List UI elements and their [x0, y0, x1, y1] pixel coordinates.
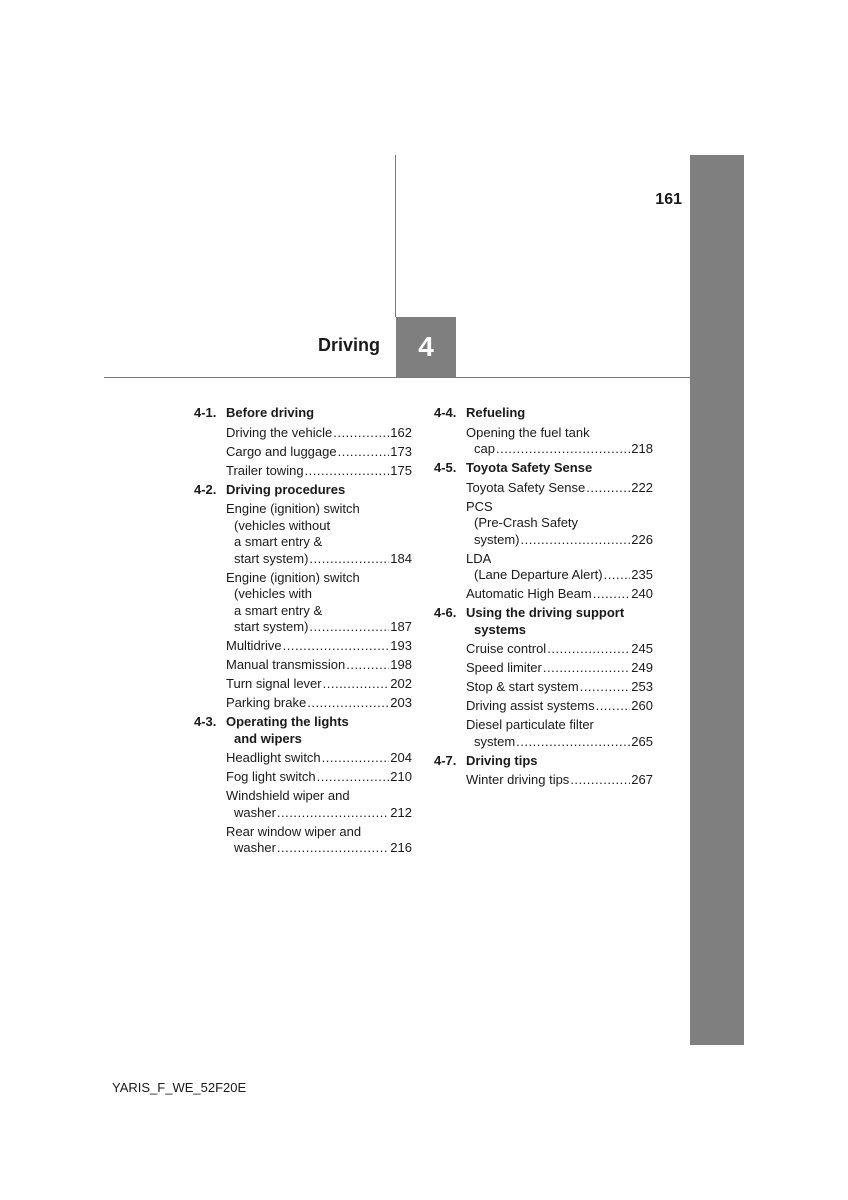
toc-column-right	[434, 405, 653, 791]
toc-page-number: 222	[631, 479, 653, 495]
dot-leader	[338, 444, 390, 461]
dot-leader	[516, 734, 630, 751]
toc-entry-line: (Pre-Crash Safety	[474, 515, 579, 530]
dot-leader	[323, 676, 390, 693]
dot-leader	[596, 698, 631, 715]
toc-section-heading	[434, 753, 653, 770]
section-title-line: Driving procedures	[226, 481, 346, 497]
toc-entry-last-line	[466, 480, 653, 497]
toc-entry[interactable]	[466, 717, 653, 750]
section-title-line: Driving tips	[466, 752, 538, 768]
toc-entry-line: Windshield wiper and	[226, 788, 350, 803]
toc-entry-text: system)	[474, 531, 520, 547]
toc-entry-line: PCS	[466, 498, 493, 514]
toc-entry-last-line	[226, 695, 412, 712]
toc-column-left	[194, 405, 412, 859]
chapter-title: Driving	[317, 335, 380, 355]
toc-entry-last-line	[226, 619, 412, 636]
toc-entry[interactable]	[226, 750, 412, 767]
toc-section-heading	[194, 482, 412, 499]
dot-leader	[305, 463, 390, 480]
toc-entry-last-line	[466, 532, 653, 549]
toc-entry-line: a smart entry &	[234, 534, 323, 549]
toc-entry-text: Toyota Safety Sense	[466, 479, 586, 495]
toc-entry[interactable]	[466, 660, 653, 677]
toc-entry-line: Engine (ignition) switch	[226, 501, 360, 516]
toc-page-number: 245	[631, 641, 653, 656]
toc-entry-text: cap	[474, 441, 495, 456]
toc-entry-last-line	[226, 840, 412, 857]
dot-leader	[543, 660, 630, 677]
toc-entry[interactable]	[466, 425, 653, 458]
toc-entry[interactable]	[466, 641, 653, 658]
section-title-line: Before driving	[226, 405, 315, 420]
toc-entry[interactable]	[226, 463, 412, 480]
dot-leader	[307, 695, 389, 712]
section-title-line: Using the driving support	[466, 605, 625, 620]
toc-entry-last-line	[226, 425, 412, 442]
toc-entry-last-line	[226, 638, 412, 655]
dot-leader	[277, 805, 389, 822]
chapter-number-box	[396, 317, 456, 377]
section-title	[466, 460, 653, 477]
dot-leader	[317, 769, 390, 786]
section-title-line: Refueling	[466, 405, 526, 420]
toc-page-number: 218	[631, 441, 653, 456]
toc-entry-last-line	[226, 551, 412, 568]
toc-page-number: 162	[390, 424, 412, 440]
toc-entry[interactable]	[226, 444, 412, 461]
section-number: 4-6.	[434, 605, 457, 620]
toc-entry[interactable]	[466, 480, 653, 497]
dot-leader	[322, 750, 390, 767]
toc-entry-line: LDA	[466, 550, 492, 566]
toc-section-heading	[194, 405, 412, 422]
toc-page-number: 216	[390, 840, 412, 855]
toc-page-number: 203	[390, 695, 412, 710]
toc-entry-text: Fog light switch	[226, 769, 316, 784]
section-number: 4-1.	[194, 405, 217, 420]
toc-entry-text: Automatic High Beam	[466, 586, 592, 601]
toc-entry-text: Multidrive	[226, 638, 282, 653]
toc-page-number: 198	[390, 657, 412, 672]
toc-entry-last-line	[466, 660, 653, 677]
toc-entry-last-line	[466, 641, 653, 658]
toc-entry-text: Winter driving tips	[466, 772, 570, 787]
section-title	[226, 714, 412, 747]
toc-entry[interactable]	[466, 698, 653, 715]
toc-entry-last-line	[226, 676, 412, 693]
section-number: 4-3.	[194, 714, 217, 729]
toc-page-number: 173	[390, 443, 412, 459]
dot-leader	[593, 586, 631, 603]
section-title	[466, 753, 653, 770]
section-title-line: systems	[474, 621, 527, 637]
toc-section-heading	[434, 405, 653, 422]
toc-entry-last-line	[466, 698, 653, 715]
dot-leader	[586, 480, 630, 497]
section-number: 4-5.	[434, 460, 457, 475]
toc-page-number: 267	[631, 772, 653, 787]
toc-entry-text: Manual transmission	[226, 657, 346, 672]
toc-page-number: 184	[390, 550, 412, 566]
toc-entry-line: Opening the fuel tank	[466, 424, 590, 440]
toc-entry[interactable]	[226, 638, 412, 655]
toc-entry-text: washer	[234, 804, 276, 820]
toc-entry-text: Speed limiter	[466, 660, 542, 675]
section-title-line: and wipers	[234, 730, 302, 746]
toc-page-number: 187	[390, 619, 412, 634]
vertical-rule	[395, 155, 396, 317]
dot-leader	[496, 441, 630, 458]
toc-entry[interactable]	[466, 679, 653, 696]
toc-entry-text: Trailer towing	[226, 462, 304, 478]
toc-entry-last-line	[226, 444, 412, 461]
dot-leader	[580, 679, 631, 696]
horizontal-rule	[104, 377, 690, 378]
page-number: 161	[655, 191, 682, 208]
section-title-line: Operating the lights	[226, 714, 349, 729]
toc-entry-last-line	[226, 769, 412, 786]
toc-entry-line: Diesel particulate filter	[466, 717, 594, 732]
toc-page-number: 212	[390, 804, 412, 820]
toc-entry-last-line	[226, 750, 412, 767]
toc-entry-line: Engine (ignition) switch	[226, 569, 360, 585]
toc-page-number: 240	[631, 586, 653, 601]
section-title	[226, 482, 412, 499]
toc-page-number: 249	[631, 660, 653, 675]
toc-page-number: 265	[631, 733, 653, 749]
toc-entry-text: start system)	[234, 619, 309, 634]
toc-entry-last-line	[466, 441, 653, 458]
toc-entry[interactable]	[226, 695, 412, 712]
toc-entry[interactable]	[226, 788, 412, 821]
toc-entry[interactable]	[226, 657, 412, 674]
toc-entry-text: Driving the vehicle	[226, 424, 333, 440]
toc-page-number: 193	[390, 638, 412, 653]
toc-page-number: 175	[390, 462, 412, 478]
toc-entry[interactable]	[466, 551, 653, 584]
toc-entry-text: system	[474, 733, 516, 749]
toc-page-number: 253	[631, 679, 653, 694]
toc-entry-line: (vehicles with	[234, 586, 313, 601]
dot-leader	[547, 641, 630, 658]
toc-page-number: 260	[631, 698, 653, 713]
toc-entry[interactable]	[226, 501, 412, 567]
toc-entry-line: (vehicles without	[234, 517, 331, 533]
chapter-side-tab	[690, 155, 744, 1045]
dot-leader	[346, 657, 389, 674]
toc-entry[interactable]	[226, 769, 412, 786]
toc-page-number: 204	[390, 750, 412, 765]
toc-page-number: 235	[631, 567, 653, 582]
toc-entry[interactable]	[226, 824, 412, 857]
toc-entry-last-line	[226, 805, 412, 822]
dot-leader	[277, 840, 389, 857]
toc-entry-line: a smart entry &	[234, 602, 323, 618]
dot-leader	[309, 551, 389, 568]
toc-page-number: 202	[390, 676, 412, 691]
toc-entry-text: Headlight switch	[226, 750, 321, 765]
section-number: 4-7.	[434, 752, 457, 768]
toc-entry-last-line	[226, 463, 412, 480]
toc-section-heading	[434, 460, 653, 477]
toc-entry[interactable]	[226, 676, 412, 693]
dot-leader	[283, 638, 390, 655]
toc-entry-last-line	[466, 734, 653, 751]
toc-entry[interactable]	[226, 425, 412, 442]
dot-leader	[521, 532, 631, 549]
section-title	[466, 405, 653, 422]
toc-entry-text: Cargo and luggage	[226, 443, 337, 459]
toc-entry[interactable]	[466, 586, 653, 603]
toc-entry-text: Turn signal lever	[226, 676, 322, 691]
toc-entry-last-line	[466, 567, 653, 584]
toc-entry-line: Rear window wiper and	[226, 823, 362, 839]
section-title-line: Toyota Safety Sense	[466, 460, 593, 475]
toc-entry-last-line	[466, 772, 653, 789]
toc-entry-last-line	[466, 586, 653, 603]
toc-entry[interactable]	[226, 570, 412, 636]
toc-entry-text: Driving assist systems	[466, 698, 595, 713]
section-title	[466, 605, 653, 638]
toc-entry-text: Cruise control	[466, 641, 547, 656]
footer-code: YARIS_F_WE_52F20E	[112, 1080, 247, 1095]
toc-entry-text: washer	[234, 840, 276, 855]
toc-entry-text: Parking brake	[226, 695, 307, 710]
toc-entry-last-line	[466, 679, 653, 696]
toc-entry[interactable]	[466, 499, 653, 549]
toc-page-number: 210	[390, 769, 412, 784]
dot-leader	[570, 772, 630, 789]
toc-page-number: 226	[631, 531, 653, 547]
toc-entry-text: (Lane Departure Alert)	[474, 567, 603, 582]
toc-entry-text: Stop & start system	[466, 679, 579, 694]
toc-section-heading	[194, 714, 412, 747]
section-number: 4-2.	[194, 481, 217, 497]
dot-leader	[604, 567, 631, 584]
chapter-number: 4	[418, 331, 434, 362]
section-number: 4-4.	[434, 405, 457, 420]
toc-entry-last-line	[226, 657, 412, 674]
toc-entry[interactable]	[466, 772, 653, 789]
dot-leader	[333, 425, 389, 442]
dot-leader	[309, 619, 389, 636]
toc-section-heading	[434, 605, 653, 638]
section-title	[226, 405, 412, 422]
toc-entry-text: start system)	[234, 550, 309, 566]
